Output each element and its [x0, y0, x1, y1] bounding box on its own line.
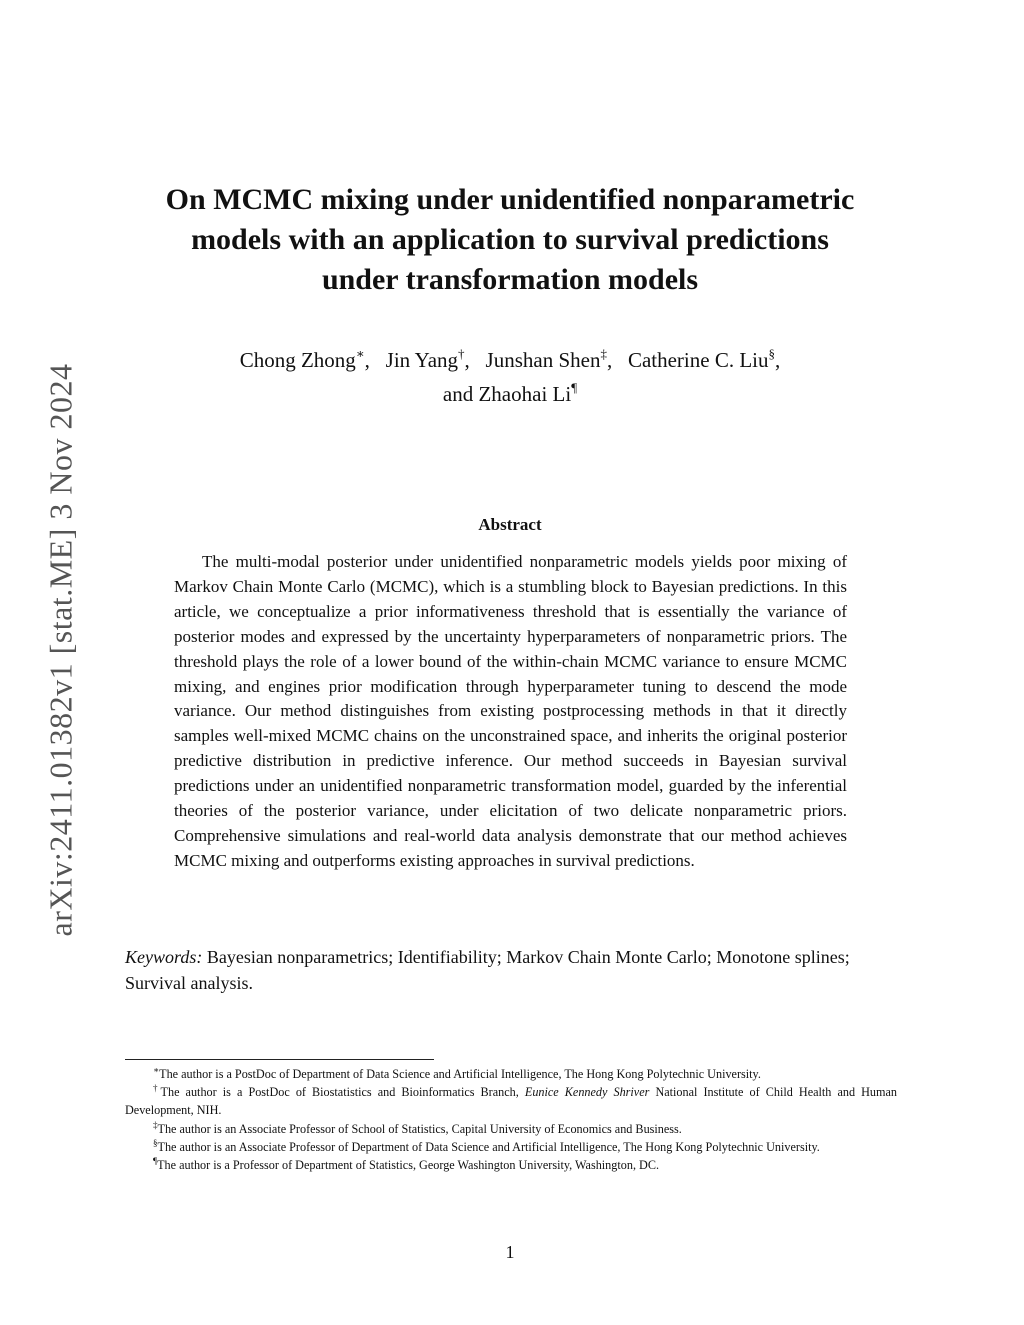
footnote-text: The author is a PostDoc of Biostatistics and Bioinformatics Branch,: [160, 1085, 519, 1100]
footnote: [125, 1156, 897, 1174]
footnote-mark: ‡: [153, 1119, 158, 1130]
footnote: [125, 1120, 897, 1138]
author-name: Chong Zhong: [239, 348, 356, 372]
page-number: 1: [505, 1242, 515, 1262]
keywords-text: Bayesian nonparametrics; Identifiability; Markov Chain Monte Carlo; Monotone splines; Survival analysis.: [125, 947, 850, 993]
footnotes: [125, 1065, 897, 1174]
author-mark: ¶: [571, 380, 578, 395]
footnote: [125, 1083, 897, 1119]
footnote-text: The author is a PostDoc of Department of Data Science and Artificial Intelligence, The Hong Kong Polytechnic University.: [159, 1067, 761, 1081]
author-mark: ‡: [600, 346, 607, 361]
author-line: Chong Zhong∗, Jin Yang†, Junshan Shen‡, Catherine C. Liu§,: [239, 346, 781, 372]
author-name: Jin Yang: [385, 348, 459, 372]
abstract-heading: Abstract: [478, 515, 542, 534]
author-name: Junshan Shen: [485, 348, 601, 372]
author-name: Catherine C. Liu: [627, 348, 769, 372]
author-name: Zhaohai Li: [478, 382, 572, 406]
author-mark: §: [768, 346, 776, 361]
footnote: [125, 1138, 897, 1156]
keywords: [125, 944, 897, 996]
footnote-mark: ∗: [153, 1065, 160, 1075]
arxiv-identifier: arXiv:2411.01382v1 [stat.ME] 3 Nov 2024: [42, 363, 79, 937]
footnote-divider: [125, 1059, 434, 1060]
footnote-mark: §: [153, 1137, 158, 1148]
title-line: On MCMC mixing under unidentified nonparametric: [165, 183, 855, 216]
author-connector: and: [442, 382, 474, 406]
footnote-mark: †: [153, 1083, 161, 1094]
footnote: [125, 1065, 897, 1083]
footnote-text: The author is an Associate Professor of Department of Data Science and Artificial Intelligence, The Hong Kong Polytechnic University.: [157, 1139, 820, 1154]
author-mark: †: [458, 346, 465, 361]
author-list: [150, 343, 870, 411]
paper-title: [110, 180, 910, 300]
abstract-body: The multi-modal posterior under unidentified nonparametric models yields poor mixing of Markov Chain Monte Carlo (MCMC), which is a stumbling block to Bayesian predictions. In this article, we conceptualize a prior informativeness threshold that is essentially the variance of posterior modes and expressed by the uncertainty hyperparameters of nonparametric priors. The threshold plays the role of a lower bound of the within-chain MCMC variance to ensure MCMC mixing, and engines prior modification through hyperparameter tuning to descend the mode variance. Our method distinguishes from existing postprocessing methods in that it directly samples well-mixed MCMC chains on the unconstrained space, and inherits the original posterior predictive distribution in predictive inference. Our method succeeds in Bayesian survival predictions under an unidentified nonparametric transformation model, guarded by the inferential theories of the posterior variance, under elicitation of two delicate nonparametric priors. Comprehensive simulations and real-world data analysis demonstrate that our method achieves MCMC mixing and outperforms existing approaches in survival predictions.: [174, 552, 847, 870]
title-line: under transformation models: [321, 263, 699, 296]
author-line: [150, 377, 870, 411]
footnote-text: The author is a Professor of Department of Statistics, George Washington University, Washington, DC.: [157, 1158, 660, 1173]
footnote-italic-text: Eunice Kennedy Shriver: [524, 1085, 650, 1100]
keywords-label: Keywords:: [125, 947, 203, 967]
author-mark: ∗: [355, 346, 365, 361]
footnote-mark: ¶: [153, 1156, 158, 1167]
title-line: models with an application to survival predictions: [191, 223, 829, 256]
footnote-text: National Institute of Child Health and Human Development, NIH.: [125, 1085, 897, 1118]
footnote-text: The author is an Associate Professor of School of Statistics, Capital University of Economics and Business.: [157, 1121, 682, 1136]
